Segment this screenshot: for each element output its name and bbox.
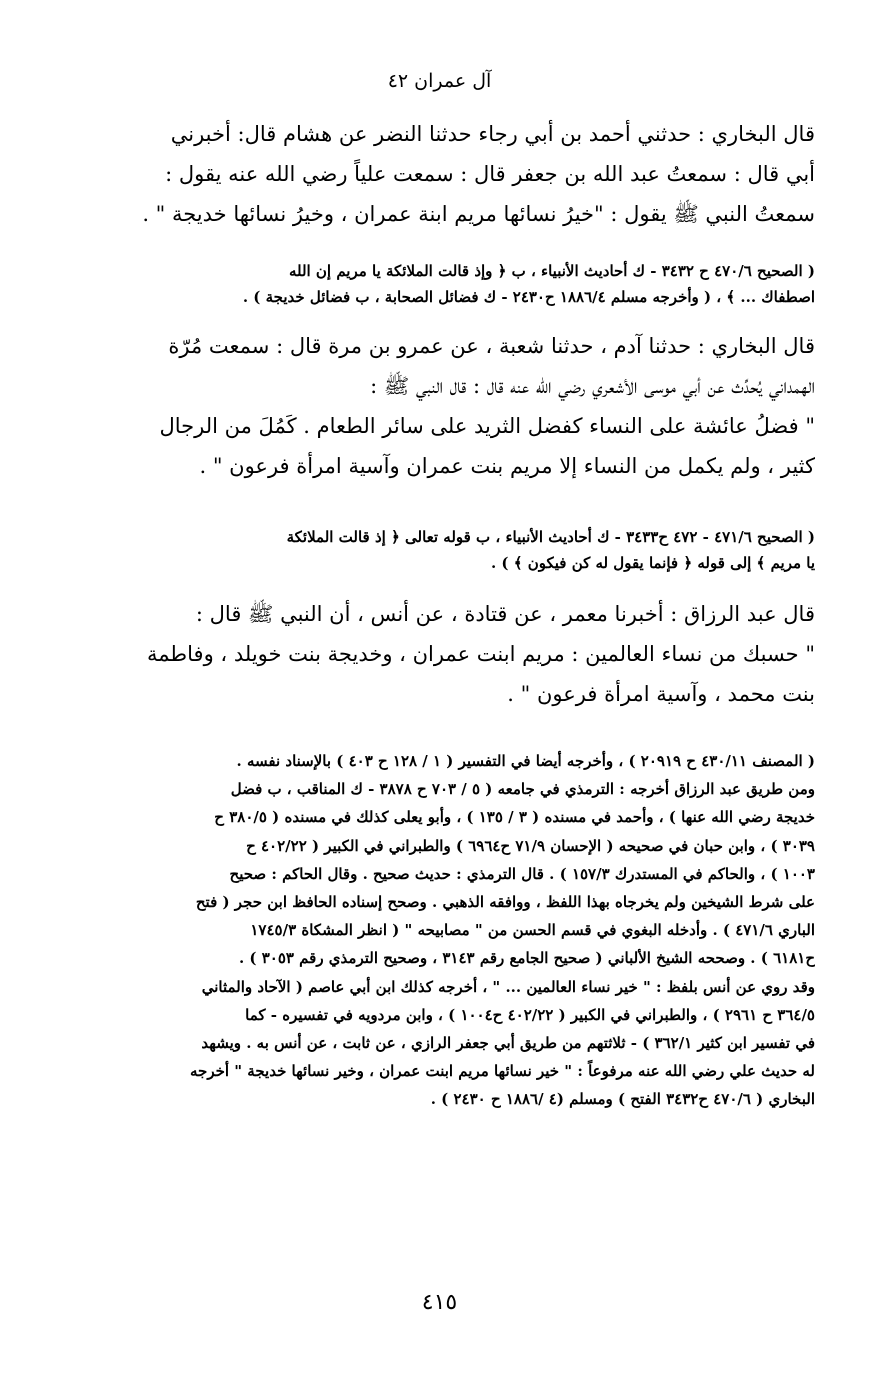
text-line: بنت محمد ، وآسية امرأة فرعون " . [507,682,815,706]
text-line: كثير ، ولم يكمل من النساء إلا مريم بنت عمران وآسية امرأة فرعون " . [199,454,815,478]
note-line: ( الصحيح ٤٧١/٦ - ٤٧٢ ح٣٤٣٣ - ك أحاديث الأنبياء ، ب قوله تعالى ﴿ إذ قالت الملائكة [286,528,815,546]
note-line: الباري ٤٧١/٦ ) . وأدخله البغوي في قسم الحسن من " مصابيحه " ( انظر المشكاة ١٧٤٥/٣ [250,921,815,940]
note-line: على شرط الشيخين ولم يخرجاه بهذا اللفظ ، ووافقه الذهبي . وصحح إسناده الحافظ ابن حجر ( فتح [195,893,815,912]
text-line: أبي قال : سمعتُ عبد الله بن جعفر قال : سمعت علياً رضي الله عنه يقول : [165,162,815,186]
note-line: البخاري ( ٤٧٠/٦ ح٣٤٣٢ الفتح ) ومسلم (٤ /١٨٨٦ ح ٢٤٣٠ ) . [430,1090,815,1109]
text-line: سمعتُ النبي ﷺ يقول : "خيرُ نسائها مريم ابنة عمران ، وخيرُ نسائها خديجة " . [142,202,815,226]
note-line: ( الصحيح ٤٧٠/٦ ح ٣٤٣٢ - ك أحاديث الأنبياء ، ب ﴿ وإذ قالت الملائكة يا مريم إن الله [288,262,815,280]
note-line: له حديث علي رضي الله عنه مرفوعاً : " خير نسائها مريم ابنت عمران ، وخير نسائها خديجة " أخرجه [190,1062,815,1081]
hadith-abdurrazzaq [90,594,815,714]
note-line: يا مريم ﴾ إلى قوله ﴿ فإنما يقول له كن فيكون ﴾ ) . [490,554,815,572]
text-line: قال البخاري : حدثنا آدم ، حدثنا شعبة ، عن عمرو بن مرة قال : سمعت مُرّة [168,334,815,358]
hadith-bukhari-khadija [90,114,815,234]
text-line: قال البخاري : حدثني أحمد بن أبي رجاء حدثنا النضر عن هشام قال: أخبرني [170,122,815,146]
note-line: ( المصنف ٤٣٠/١١ ح ٢٠٩١٩ ) ، وأخرجه أيضا في التفسير ( ١ / ١٢٨ ح ٤٠٣ ) بالإسناد نفسه . [236,752,815,770]
note-line: في تفسير ابن كثير ٣٦٢/١ ) - ثلاثتهم من طريق أبي جعفر الرازي ، عن ثابت ، عن أنس به . ويشهد [201,1034,815,1053]
hadith-bukhari-aisha [90,326,815,486]
note-line: ٣٦٤/٥ ح ٢٩٦١ ) ، والطبراني في الكبير ( ٤٠٢/٢٢ ح١٠٠٤ ) ، وابن مردويه في تفسيره - كما [245,1005,815,1024]
footnote-1 [90,258,815,310]
page-number: ٤١٥ [421,1290,458,1315]
note-line: ٣٠٣٩ ) ، وابن حبان في صحيحه ( الإحسان ٧١/٩ ح٦٩٦٤ ) والطبراني في الكبير ( ٤٠٢/٢٢ ح [246,836,815,855]
note-line: ومن طريق عبد الرزاق أخرجه : الترمذي في جامعه ( ٥ / ٧٠٣ ح ٣٨٧٨ - ك المناقب ، ب فضل [230,780,815,799]
footnote-2 [90,524,815,576]
note-line: خديجة رضي الله عنها ) ، وأحمد في مسنده ( ٣ / ١٣٥ ) ، وأبو يعلى كذلك في مسنده ( ٣٨٠/٥ ح [214,808,815,827]
text-line: " فضلُ عائشة على النساء كفضل الثريد على سائر الطعام . كَمُلَ من الرجال [159,414,815,438]
note-line: ح٦١٨١ ) . وصححه الشيخ الألباني ( صحيح الجامع رقم ٣١٤٣ ، وصحيح الترمذي رقم ٣٠٥٣ ) . [238,949,815,968]
note-line: اصطفاك ... ﴾ ، ( وأخرجه مسلم ١٨٨٦/٤ ح٢٤٣٠ - ك فضائل الصحابة ، ب فضائل خديجة ) . [242,288,815,306]
text-line: الهمداني يُحدِّث عن أبي موسى الأشعري رضي الله عنه قال : قال النبي ﷺ : [370,374,815,398]
text-line: قال عبد الرزاق : أخبرنا معمر ، عن قتادة ، عن أنس ، أن النبي ﷺ قال : [195,602,815,626]
text-line: " حسبك من نساء العالمين : مريم ابنت عمران ، وخديجة بنت خويلد ، وفاطمة [147,642,815,666]
note-line: ١٠٠٣ ) ، والحاكم في المستدرك ١٥٧/٣ ) . قال الترمذي : حديث صحيح . وقال الحاكم : صحيح [229,864,815,883]
footnote-3 [90,747,815,1114]
running-header: آل عمران ٤٢ [387,70,492,92]
note-line: وقد روي عن أنس بلفظ : " خير نساء العالمين ... " ، أخرجه كذلك ابن أبي عاصم ( الآحاد والمثاني [201,977,815,996]
